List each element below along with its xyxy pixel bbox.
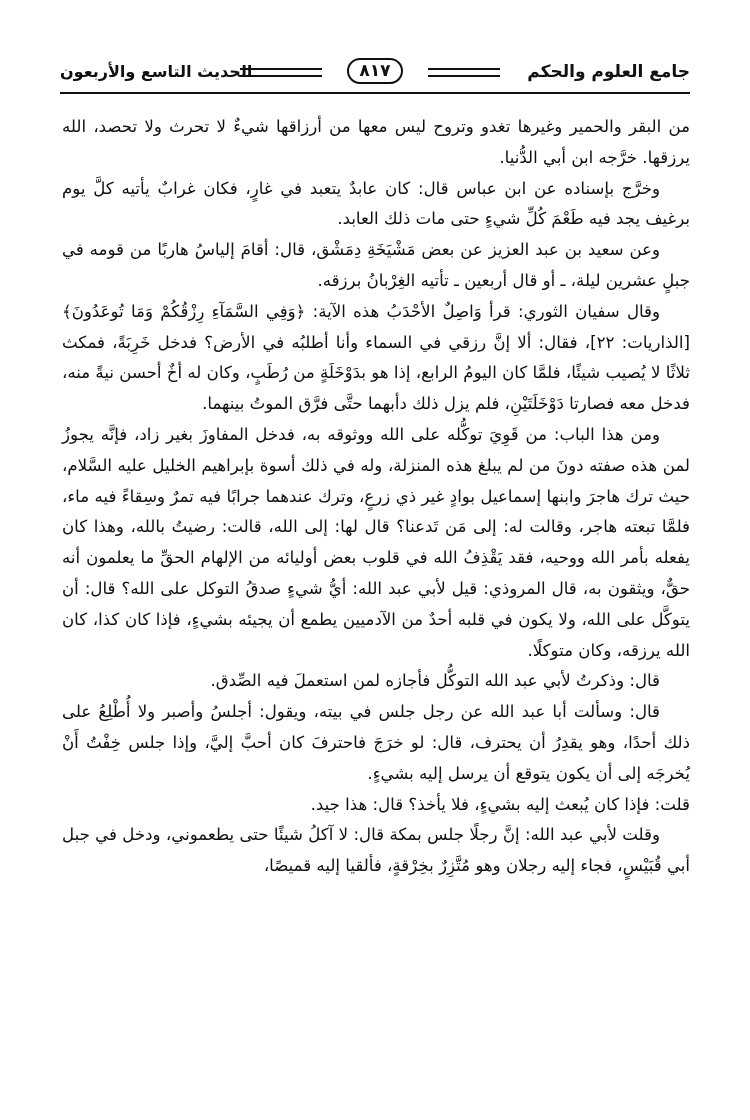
header-divider [60,92,690,94]
paragraph: وقلت لأبي عبد الله: إنَّ رجلًا جلس بمكة قال: لا آكلُ شيئًا حتى يطعموني، ودخل في جبل أبي قُبَيْسٍ، فجاء إليه رجلان وهو مُتَّزِرٌ بخِرْقةٍ، فألقيا إليه قميصًا، [62,825,690,876]
paragraph: قال: وسألت أبا عبد الله عن رجل جلس في بيته، ويقول: أجلسُ وأصبر ولا أُطْلِعُ على ذلك أحدًا، وهو يقدِرُ أن يحترف، قال: لو خرَجَ فاحترفَ كان أحبَّ إليَّ، وإذا جلس خِفْتُ أَنْ يُخرجَه إلى أن يكون يتوقع أن يرسل إليه بشيءٍ. [62,702,690,783]
paragraph: وعن سعيد بن عبد العزيز عن بعض مَشْيَخَةِ دِمَشْق، قال: أقامَ إلياسُ هاربًا من قومه في جبلٍ عشرين ليلة، ـ أو قال أربعين ـ تأتيه الغِرْبانُ برزقه. [62,240,690,290]
paragraph: وخرَّج بإسناده عن ابن عباس قال: كان عابدٌ يتعبد في غارٍ، فكان غرابٌ يأتيه كلَّ يوم برغيف يجد فيه طَعْمَ كُلِّ شيءٍ حتى مات ذلك العابد. [62,178,690,229]
page-number: ٨١٧ [347,58,402,84]
paragraph: قال: وذكرتُ لأبي عبد الله التوكُّل فأجازه لمن استعملَ فيه الصِّدق. [210,671,660,691]
running-header [60,58,690,88]
paragraph: وقال سفيان الثوري: قرأ وَاصِلٌ الأحْدَبُ هذه الآية: ﴿وَفِي السَّمَآءِ رِزْقُكُمْ وَمَا تُوعَدُونَ﴾ [الذاريات: ٢٢]، فقال: ألا إنَّ رزقي في السماء وأنا أطلبُه في الأرض؟ فدخل خَرِبَةً، فمكث ثلاثًا لا يُصيب شيئًا، فلمَّا كان اليومُ الرابع، إذا هو بدَوْخَلَةٍ من رُطَبٍ، وكان له أخٌ أحسن نيةً منه، فدخل معه فصارتا دَوْخَلَتَيْنِ، فلم يزل ذلك دأبهما حتَّى فرَّق الموتُ بينهما. [62,301,690,414]
main-text [62,112,690,882]
paragraph: قلت: فإذا كان يُبعث إليه بشيءٍ، فلا يأخذ؟ قال: هذا جيد. [310,794,690,814]
chapter-title: الحديث التاسع والأربعون [60,62,253,81]
paragraph: ومن هذا الباب: من قَوِيَ توكُّله على الله ووثوقه به، فدخل المفاوزَ بغير زاد، فإنَّه يجوزُ لمن هذه صفته دونَ من لم يبلغ هذه المنزلة، وله في ذلك أسوة بإبراهيم الخليل عليه السَّلام، حيث ترك هاجرَ وابنها إسماعيل بوادٍ غير ذي زرعٍ، وترك عندهما جرابًا فيه تمرٌ وسِقاءً فيه ماء، فلمَّا تبعته هاجر، وقالت له: إلى مَن تَدعنا؟ قال لها: إلى الله، قالت: رضيتُ بالله، وهذا كان يفعله بأمر الله ووحيه، فقد يَقْذِفُ الله في قلوب بعض أوليائه من الإلهام الحقِّ ما يعلمون أنه حقٌّ، ويثقون به، قال المروذي: قيل لأبي عبد الله: أيُّ شيءٍ صدقُ التوكل على الله؟ قال: أن يتوكَّل على الله، ولا يكون في قلبه أحدٌ من الآدميين يطمع أن يجيئه بشيءٍ، فإذا كان كذا، كان الله يرزقه، وكان متوكلًا. [62,424,690,660]
paragraph: من البقر والحمير وغيرها تغدو وتروح ليس معها من أرزاقها شيءٌ لا تحرث ولا تحصد، الله يرزقها. خرَّجه ابن أبي الدُّنيا. [62,117,690,167]
page-number-badge [322,58,428,86]
header-ornament-rule [428,68,500,77]
book-title: جامع العلوم والحكم [527,62,690,82]
